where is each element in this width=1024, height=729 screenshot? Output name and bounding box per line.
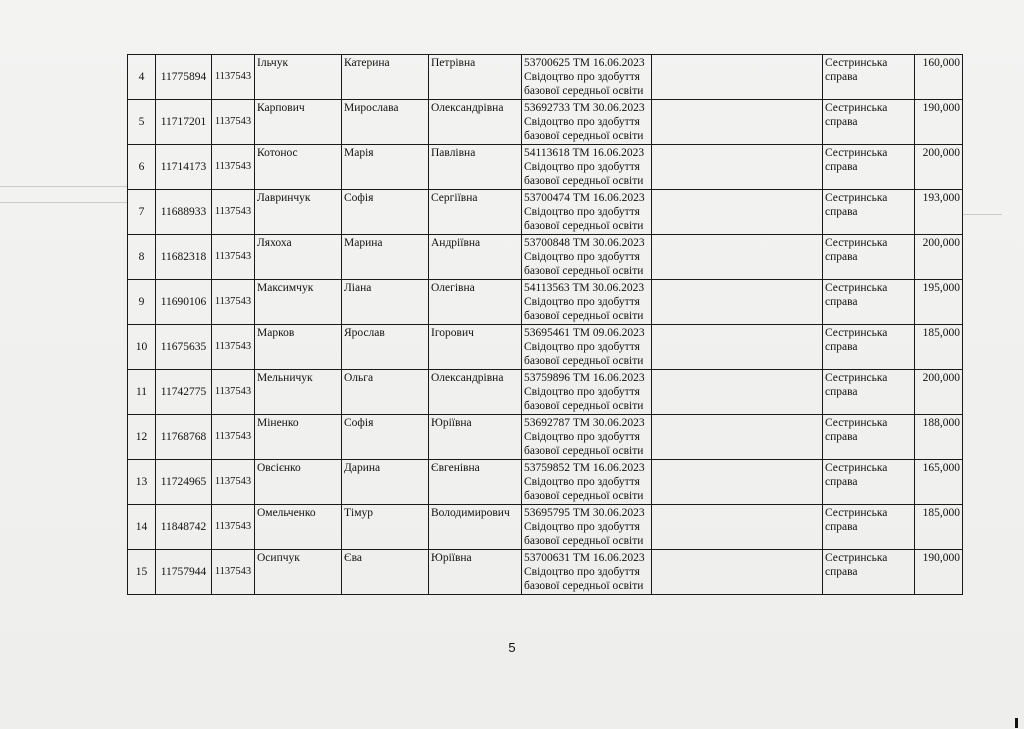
applicant-id-cell: 11675635 [156, 325, 212, 370]
scan-artifact-line [0, 202, 127, 203]
applicant-id-cell: 11682318 [156, 235, 212, 280]
education-document-cell: 53700848 ТМ 30.06.2023 Свідоцтво про здобуття базової середньої освіти [522, 235, 652, 280]
table-row [128, 280, 963, 325]
surname-cell: Лавринчук [255, 190, 342, 235]
surname-cell: Овсієнко [255, 460, 342, 505]
offer-code-cell: 1137543 [212, 415, 255, 460]
surname-cell: Осипчук [255, 550, 342, 595]
surname-cell: Ільчук [255, 55, 342, 100]
table-row [128, 145, 963, 190]
education-document-cell: 53695461 ТМ 09.06.2023 Свідоцтво про здобуття базової середньої освіти [522, 325, 652, 370]
applicant-id-cell: 11688933 [156, 190, 212, 235]
education-document-cell: 53759852 ТМ 16.06.2023 Свідоцтво про здобуття базової середньої освіти [522, 460, 652, 505]
education-document-cell: 53700625 ТМ 16.06.2023 Свідоцтво про здобуття базової середньої освіти [522, 55, 652, 100]
offer-code-cell: 1137543 [212, 460, 255, 505]
applicant-id-cell: 11848742 [156, 505, 212, 550]
offer-code-cell: 1137543 [212, 190, 255, 235]
given-name-cell: Софія [342, 415, 429, 460]
table-row [128, 55, 963, 100]
table-row [128, 100, 963, 145]
specialty-cell: Сестринська справа [823, 190, 915, 235]
empty-cell-cell [652, 280, 823, 325]
offer-code-cell: 1137543 [212, 370, 255, 415]
offer-code-cell: 1137543 [212, 145, 255, 190]
competitive-score-cell: 200,000 [915, 370, 963, 415]
table-row [128, 415, 963, 460]
empty-cell-cell [652, 100, 823, 145]
patronymic-cell: Євгенівна [429, 460, 522, 505]
given-name-cell: Дарина [342, 460, 429, 505]
row-number-cell: 15 [128, 550, 156, 595]
patronymic-cell: Павлівна [429, 145, 522, 190]
patronymic-cell: Володимирович [429, 505, 522, 550]
offer-code-cell: 1137543 [212, 235, 255, 280]
surname-cell: Максимчук [255, 280, 342, 325]
competitive-score-cell: 185,000 [915, 325, 963, 370]
applicant-id-cell: 11690106 [156, 280, 212, 325]
offer-code-cell: 1137543 [212, 100, 255, 145]
specialty-cell: Сестринська справа [823, 55, 915, 100]
competitive-score-cell: 200,000 [915, 235, 963, 280]
scan-artifact-line [0, 186, 127, 187]
applicant-id-cell: 11714173 [156, 145, 212, 190]
given-name-cell: Ліана [342, 280, 429, 325]
row-number-cell: 4 [128, 55, 156, 100]
given-name-cell: Тімур [342, 505, 429, 550]
education-document-cell: 53700631 ТМ 16.06.2023 Свідоцтво про здобуття базової середньої освіти [522, 550, 652, 595]
given-name-cell: Марина [342, 235, 429, 280]
empty-cell-cell [652, 55, 823, 100]
table-row [128, 370, 963, 415]
offer-code-cell: 1137543 [212, 505, 255, 550]
education-document-cell: 53692733 ТМ 30.06.2023 Свідоцтво про здобуття базової середньої освіти [522, 100, 652, 145]
scan-artifact-line [962, 214, 1002, 215]
competitive-score-cell: 193,000 [915, 190, 963, 235]
row-number-cell: 13 [128, 460, 156, 505]
competitive-score-cell: 185,000 [915, 505, 963, 550]
row-number-cell: 6 [128, 145, 156, 190]
empty-cell-cell [652, 190, 823, 235]
competitive-score-cell: 200,000 [915, 145, 963, 190]
row-number-cell: 14 [128, 505, 156, 550]
specialty-cell: Сестринська справа [823, 415, 915, 460]
surname-cell: Ляхоха [255, 235, 342, 280]
specialty-cell: Сестринська справа [823, 145, 915, 190]
surname-cell: Котонос [255, 145, 342, 190]
competitive-score-cell: 190,000 [915, 100, 963, 145]
offer-code-cell: 1137543 [212, 550, 255, 595]
patronymic-cell: Юріївна [429, 550, 522, 595]
specialty-cell: Сестринська справа [823, 325, 915, 370]
table-row [128, 325, 963, 370]
table-row [128, 235, 963, 280]
scan-edge-mark [1015, 718, 1018, 728]
specialty-cell: Сестринська справа [823, 505, 915, 550]
patronymic-cell: Юріївна [429, 415, 522, 460]
specialty-cell: Сестринська справа [823, 460, 915, 505]
education-document-cell: 53759896 ТМ 16.06.2023 Свідоцтво про здобуття базової середньої освіти [522, 370, 652, 415]
applicant-id-cell: 11768768 [156, 415, 212, 460]
specialty-cell: Сестринська справа [823, 550, 915, 595]
education-document-cell: 54113563 ТМ 30.06.2023 Свідоцтво про здобуття базової середньої освіти [522, 280, 652, 325]
surname-cell: Мельничук [255, 370, 342, 415]
table-row [128, 505, 963, 550]
given-name-cell: Софія [342, 190, 429, 235]
given-name-cell: Ольга [342, 370, 429, 415]
applicant-id-cell: 11742775 [156, 370, 212, 415]
table-row [128, 190, 963, 235]
row-number-cell: 11 [128, 370, 156, 415]
empty-cell-cell [652, 460, 823, 505]
specialty-cell: Сестринська справа [823, 100, 915, 145]
patronymic-cell: Олександрівна [429, 370, 522, 415]
competitive-score-cell: 165,000 [915, 460, 963, 505]
patronymic-cell: Олегівна [429, 280, 522, 325]
patronymic-cell: Олександрівна [429, 100, 522, 145]
education-document-cell: 53692787 ТМ 30.06.2023 Свідоцтво про здобуття базової середньої освіти [522, 415, 652, 460]
table-row [128, 550, 963, 595]
row-number-cell: 7 [128, 190, 156, 235]
specialty-cell: Сестринська справа [823, 280, 915, 325]
table-row [128, 460, 963, 505]
page-number: 5 [508, 640, 516, 655]
education-document-cell: 53695795 ТМ 30.06.2023 Свідоцтво про здобуття базової середньої освіти [522, 505, 652, 550]
empty-cell-cell [652, 145, 823, 190]
patronymic-cell: Андріївна [429, 235, 522, 280]
given-name-cell: Марія [342, 145, 429, 190]
competitive-score-cell: 195,000 [915, 280, 963, 325]
row-number-cell: 10 [128, 325, 156, 370]
empty-cell-cell [652, 235, 823, 280]
row-number-cell: 8 [128, 235, 156, 280]
row-number-cell: 5 [128, 100, 156, 145]
surname-cell: Карпович [255, 100, 342, 145]
empty-cell-cell [652, 370, 823, 415]
applicant-id-cell: 11757944 [156, 550, 212, 595]
applicant-id-cell: 11724965 [156, 460, 212, 505]
given-name-cell: Мирослава [342, 100, 429, 145]
surname-cell: Омельченко [255, 505, 342, 550]
row-number-cell: 12 [128, 415, 156, 460]
patronymic-cell: Сергіївна [429, 190, 522, 235]
empty-cell-cell [652, 415, 823, 460]
empty-cell-cell [652, 505, 823, 550]
empty-cell-cell [652, 325, 823, 370]
given-name-cell: Катерина [342, 55, 429, 100]
education-document-cell: 53700474 ТМ 16.06.2023 Свідоцтво про здобуття базової середньої освіти [522, 190, 652, 235]
competitive-score-cell: 190,000 [915, 550, 963, 595]
applicants-table [127, 54, 963, 595]
given-name-cell: Єва [342, 550, 429, 595]
specialty-cell: Сестринська справа [823, 235, 915, 280]
row-number-cell: 9 [128, 280, 156, 325]
patronymic-cell: Ігорович [429, 325, 522, 370]
competitive-score-cell: 188,000 [915, 415, 963, 460]
offer-code-cell: 1137543 [212, 325, 255, 370]
patronymic-cell: Петрівна [429, 55, 522, 100]
education-document-cell: 54113618 ТМ 16.06.2023 Свідоцтво про здобуття базової середньої освіти [522, 145, 652, 190]
empty-cell-cell [652, 550, 823, 595]
given-name-cell: Ярослав [342, 325, 429, 370]
applicant-id-cell: 11717201 [156, 100, 212, 145]
offer-code-cell: 1137543 [212, 280, 255, 325]
offer-code-cell: 1137543 [212, 55, 255, 100]
surname-cell: Марков [255, 325, 342, 370]
competitive-score-cell: 160,000 [915, 55, 963, 100]
surname-cell: Міненко [255, 415, 342, 460]
specialty-cell: Сестринська справа [823, 370, 915, 415]
applicant-id-cell: 11775894 [156, 55, 212, 100]
